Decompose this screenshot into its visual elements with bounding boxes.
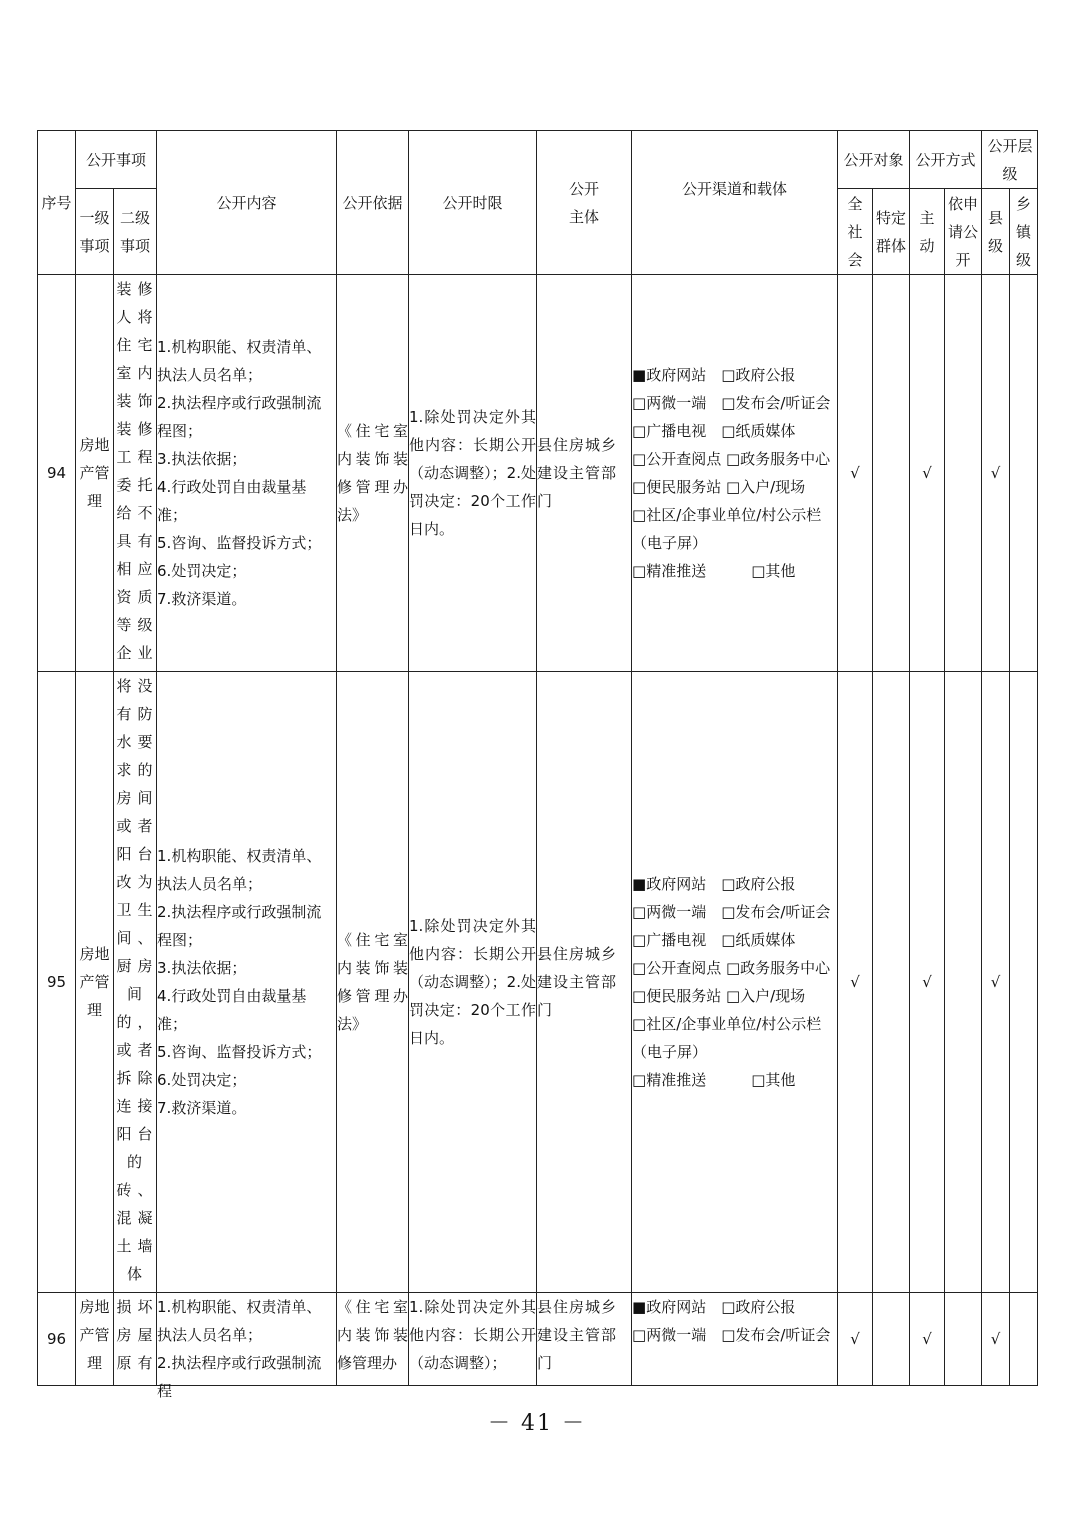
cell-tier-county: √ — [982, 672, 1010, 1293]
header-target: 公开对象 — [838, 131, 910, 189]
cell-tier-town — [1010, 275, 1038, 672]
cell-content — [157, 672, 337, 1293]
content-line: 4.行政处罚自由裁量基准； — [157, 987, 307, 1033]
table-row — [38, 1293, 1038, 1386]
cell-seq: 94 — [38, 275, 76, 672]
header-tier-county: 县级 — [982, 189, 1010, 275]
header-tier-town: 乡镇级 — [1010, 189, 1038, 275]
content-line: 4.行政处罚自由裁量基准； — [157, 478, 307, 524]
content-line: 2.执法程序或行政强制流程图； — [157, 903, 322, 949]
header-level2: 二级事项 — [114, 189, 157, 275]
channel-line: □精准推送 □其他 — [632, 562, 796, 580]
cell-level1: 房地产管理 — [76, 275, 114, 672]
cell-level1: 房地产管理 — [76, 1293, 114, 1386]
channel-line: □社区/企事业单位/村公示栏（电子屏） — [632, 506, 822, 552]
header-level1: 一级事项 — [76, 189, 114, 275]
cell-method-active: √ — [910, 275, 945, 672]
cell-level2: 装修人将住宅室内装饰装修工程委托给不具有相应资质等级企业 — [114, 275, 157, 672]
cell-target-group — [873, 275, 910, 672]
content-line: 7.救济渠道。 — [157, 590, 247, 608]
content-line: 1.机构职能、权责清单、执法人员名单； — [157, 1298, 322, 1344]
header-item: 公开事项 — [76, 131, 157, 189]
channel-line: ■政府网站 □政府公报 — [632, 875, 796, 893]
content-line: 6.处罚决定； — [157, 562, 247, 580]
cell-seq: 96 — [38, 1293, 76, 1386]
cell-tier-town — [1010, 1293, 1038, 1386]
content-line: 5.咨询、监督投诉方式； — [157, 534, 322, 552]
cell-tier-town — [1010, 672, 1038, 1293]
content-line: 6.处罚决定； — [157, 1071, 247, 1089]
header-target-all: 全社会 — [838, 189, 873, 275]
cell-time-limit: 1.除处罚决定外其他内容：长期公开（动态调整）；2.处罚决定：20个工作日内。 — [409, 275, 537, 672]
cell-time-limit: 1.除处罚决定外其他内容：长期公开（动态调整）；2.处罚决定：20个工作日内。 — [409, 672, 537, 1293]
cell-level2: 将没有防水要求的房间或者阳台改为卫生间、厨房间的，或者拆除连接阳台的砖、混凝土墙体 — [114, 672, 157, 1293]
channel-line: □两微一端 □发布会/听证会 — [632, 1326, 831, 1344]
channel-line: □两微一端 □发布会/听证会 — [632, 903, 831, 921]
cell-method-active: √ — [910, 1293, 945, 1386]
channel-line: □公开查阅点 □政务服务中心 — [632, 959, 831, 977]
cell-level1: 房地产管理 — [76, 672, 114, 1293]
header-basis: 公开依据 — [337, 131, 409, 275]
channel-line: □便民服务站 □入户/现场 — [632, 987, 806, 1005]
cell-content — [157, 275, 337, 672]
cell-basis: 《住宅室内装饰装修管理办法》 — [337, 275, 409, 672]
channel-line: □精准推送 □其他 — [632, 1071, 796, 1089]
content-line: 3.执法依据； — [157, 450, 247, 468]
cell-target-all: √ — [838, 1293, 873, 1386]
header-method-apply: 依申请公开 — [945, 189, 982, 275]
header-channel: 公开渠道和载体 — [632, 131, 838, 275]
cell-target-group — [873, 672, 910, 1293]
channel-line: ■政府网站 □政府公报 — [632, 1298, 796, 1316]
channel-line: □公开查阅点 □政务服务中心 — [632, 450, 831, 468]
cell-subject: 县住房城乡建设主管部门 — [537, 672, 632, 1293]
cell-level2: 损坏房屋原有 — [114, 1293, 157, 1386]
content-line: 1.机构职能、权责清单、执法人员名单； — [157, 847, 322, 893]
cell-subject: 县住房城乡建设主管部门 — [537, 275, 632, 672]
cell-subject: 县住房城乡建设主管部门 — [537, 1293, 632, 1386]
cell-tier-county: √ — [982, 1293, 1010, 1386]
cell-method-apply — [945, 1293, 982, 1386]
channel-line: □社区/企事业单位/村公示栏（电子屏） — [632, 1015, 822, 1061]
content-line: 1.机构职能、权责清单、执法人员名单； — [157, 338, 322, 384]
cell-seq: 95 — [38, 672, 76, 1293]
cell-target-all: √ — [838, 275, 873, 672]
header-tier: 公开层级 — [982, 131, 1038, 189]
cell-time-limit: 1.除处罚决定外其他内容：长期公开（动态调整）； — [409, 1293, 537, 1386]
table-row — [38, 275, 1038, 672]
cell-tier-county: √ — [982, 275, 1010, 672]
cell-method-active: √ — [910, 672, 945, 1293]
channel-line: ■政府网站 □政府公报 — [632, 366, 796, 384]
channel-line: □两微一端 □发布会/听证会 — [632, 394, 831, 412]
channel-line: □广播电视 □纸质媒体 — [632, 931, 796, 949]
cell-channel — [632, 672, 838, 1293]
disclosure-table — [37, 130, 1038, 1400]
table-row — [38, 672, 1038, 1293]
cell-method-apply — [945, 672, 982, 1293]
header-time-limit: 公开时限 — [409, 131, 537, 275]
header-method: 公开方式 — [910, 131, 982, 189]
channel-line: □广播电视 □纸质媒体 — [632, 422, 796, 440]
cell-channel — [632, 275, 838, 672]
content-line: 2.执法程序或行政强制流程图； — [157, 394, 322, 440]
header-target-group: 特定群体 — [873, 189, 910, 275]
cell-method-apply — [945, 275, 982, 672]
header-seq: 序号 — [38, 131, 76, 275]
page-number: － 41 － — [488, 1411, 586, 1436]
cell-target-all: √ — [838, 672, 873, 1293]
header-content: 公开内容 — [157, 131, 337, 275]
content-line: 7.救济渠道。 — [157, 1099, 247, 1117]
content-line: 3.执法依据； — [157, 959, 247, 977]
cell-content — [157, 1293, 337, 1400]
header-subject: 公开主体 — [537, 131, 632, 275]
content-line: 5.咨询、监督投诉方式； — [157, 1043, 322, 1061]
header-method-active: 主动 — [910, 189, 945, 275]
cell-basis: 《住宅室内装饰装修管理办法》 — [337, 672, 409, 1293]
cell-basis: 《住宅室内装饰装修管理办 — [337, 1293, 409, 1386]
content-line: 2.执法程序或行政强制流程 — [157, 1354, 322, 1400]
cell-channel — [632, 1293, 838, 1386]
cell-target-group — [873, 1293, 910, 1386]
channel-line: □便民服务站 □入户/现场 — [632, 478, 806, 496]
